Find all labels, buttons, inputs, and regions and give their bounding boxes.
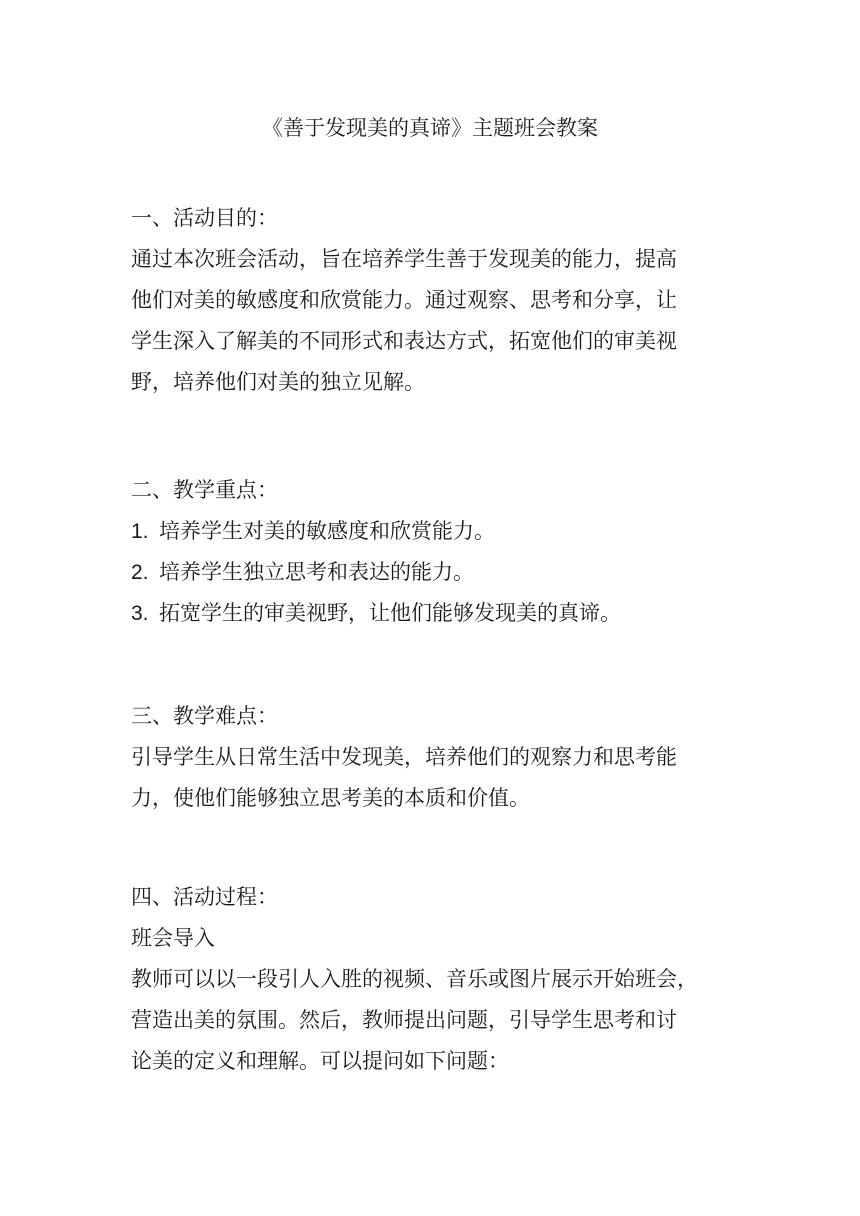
list-item <box>131 511 741 552</box>
section-teaching-difficulty <box>131 696 741 819</box>
section-heading: 四、活动过程： <box>131 885 278 909</box>
paragraph-line: 野，培养他们对美的独立见解。 <box>131 370 425 394</box>
section-heading: 二、教学重点： <box>131 478 278 502</box>
list-item-text: 拓宽学生的审美视野，让他们能够发现美的真谛。 <box>159 601 621 625</box>
section-heading: 三、教学难点： <box>131 704 278 728</box>
list-item-text: 培养学生对美的敏感度和欣赏能力。 <box>159 519 495 543</box>
section-activity-process <box>131 877 741 1082</box>
paragraph-line: 他们对美的敏感度和欣赏能力。通过观察、思考和分享，让 <box>131 288 677 312</box>
paragraph-line: 引导学生从日常生活中发现美，培养他们的观察力和思考能 <box>131 745 677 769</box>
list-item-number: 2. <box>131 561 149 584</box>
section-heading: 一、活动目的： <box>131 206 278 230</box>
paragraph-line: 通过本次班会活动，旨在培养学生善于发现美的能力，提高 <box>131 247 677 271</box>
paragraph-line: 力，使他们能够独立思考美的本质和价值。 <box>131 786 530 810</box>
list-item <box>131 593 741 634</box>
subsection-heading: 班会导入 <box>131 926 215 950</box>
paragraph-line: 教师可以以一段引人入胜的视频、音乐或图片展示开始班会， <box>131 967 698 991</box>
section-activity-purpose <box>131 198 741 403</box>
paragraph-line: 学生深入了解美的不同形式和表达方式，拓宽他们的审美视 <box>131 329 677 353</box>
document-title: 《善于发现美的真谛》主题班会教案 <box>262 116 598 140</box>
list-item-text: 培养学生独立思考和表达的能力。 <box>159 560 474 584</box>
section-teaching-focus <box>131 470 741 634</box>
paragraph-line: 论美的定义和理解。可以提问如下问题： <box>131 1049 509 1073</box>
list-item-number: 1. <box>131 520 149 543</box>
paragraph-line: 营造出美的氛围。然后，教师提出问题，引导学生思考和讨 <box>131 1008 677 1032</box>
list-item <box>131 552 741 593</box>
list-item-number: 3. <box>131 602 149 625</box>
